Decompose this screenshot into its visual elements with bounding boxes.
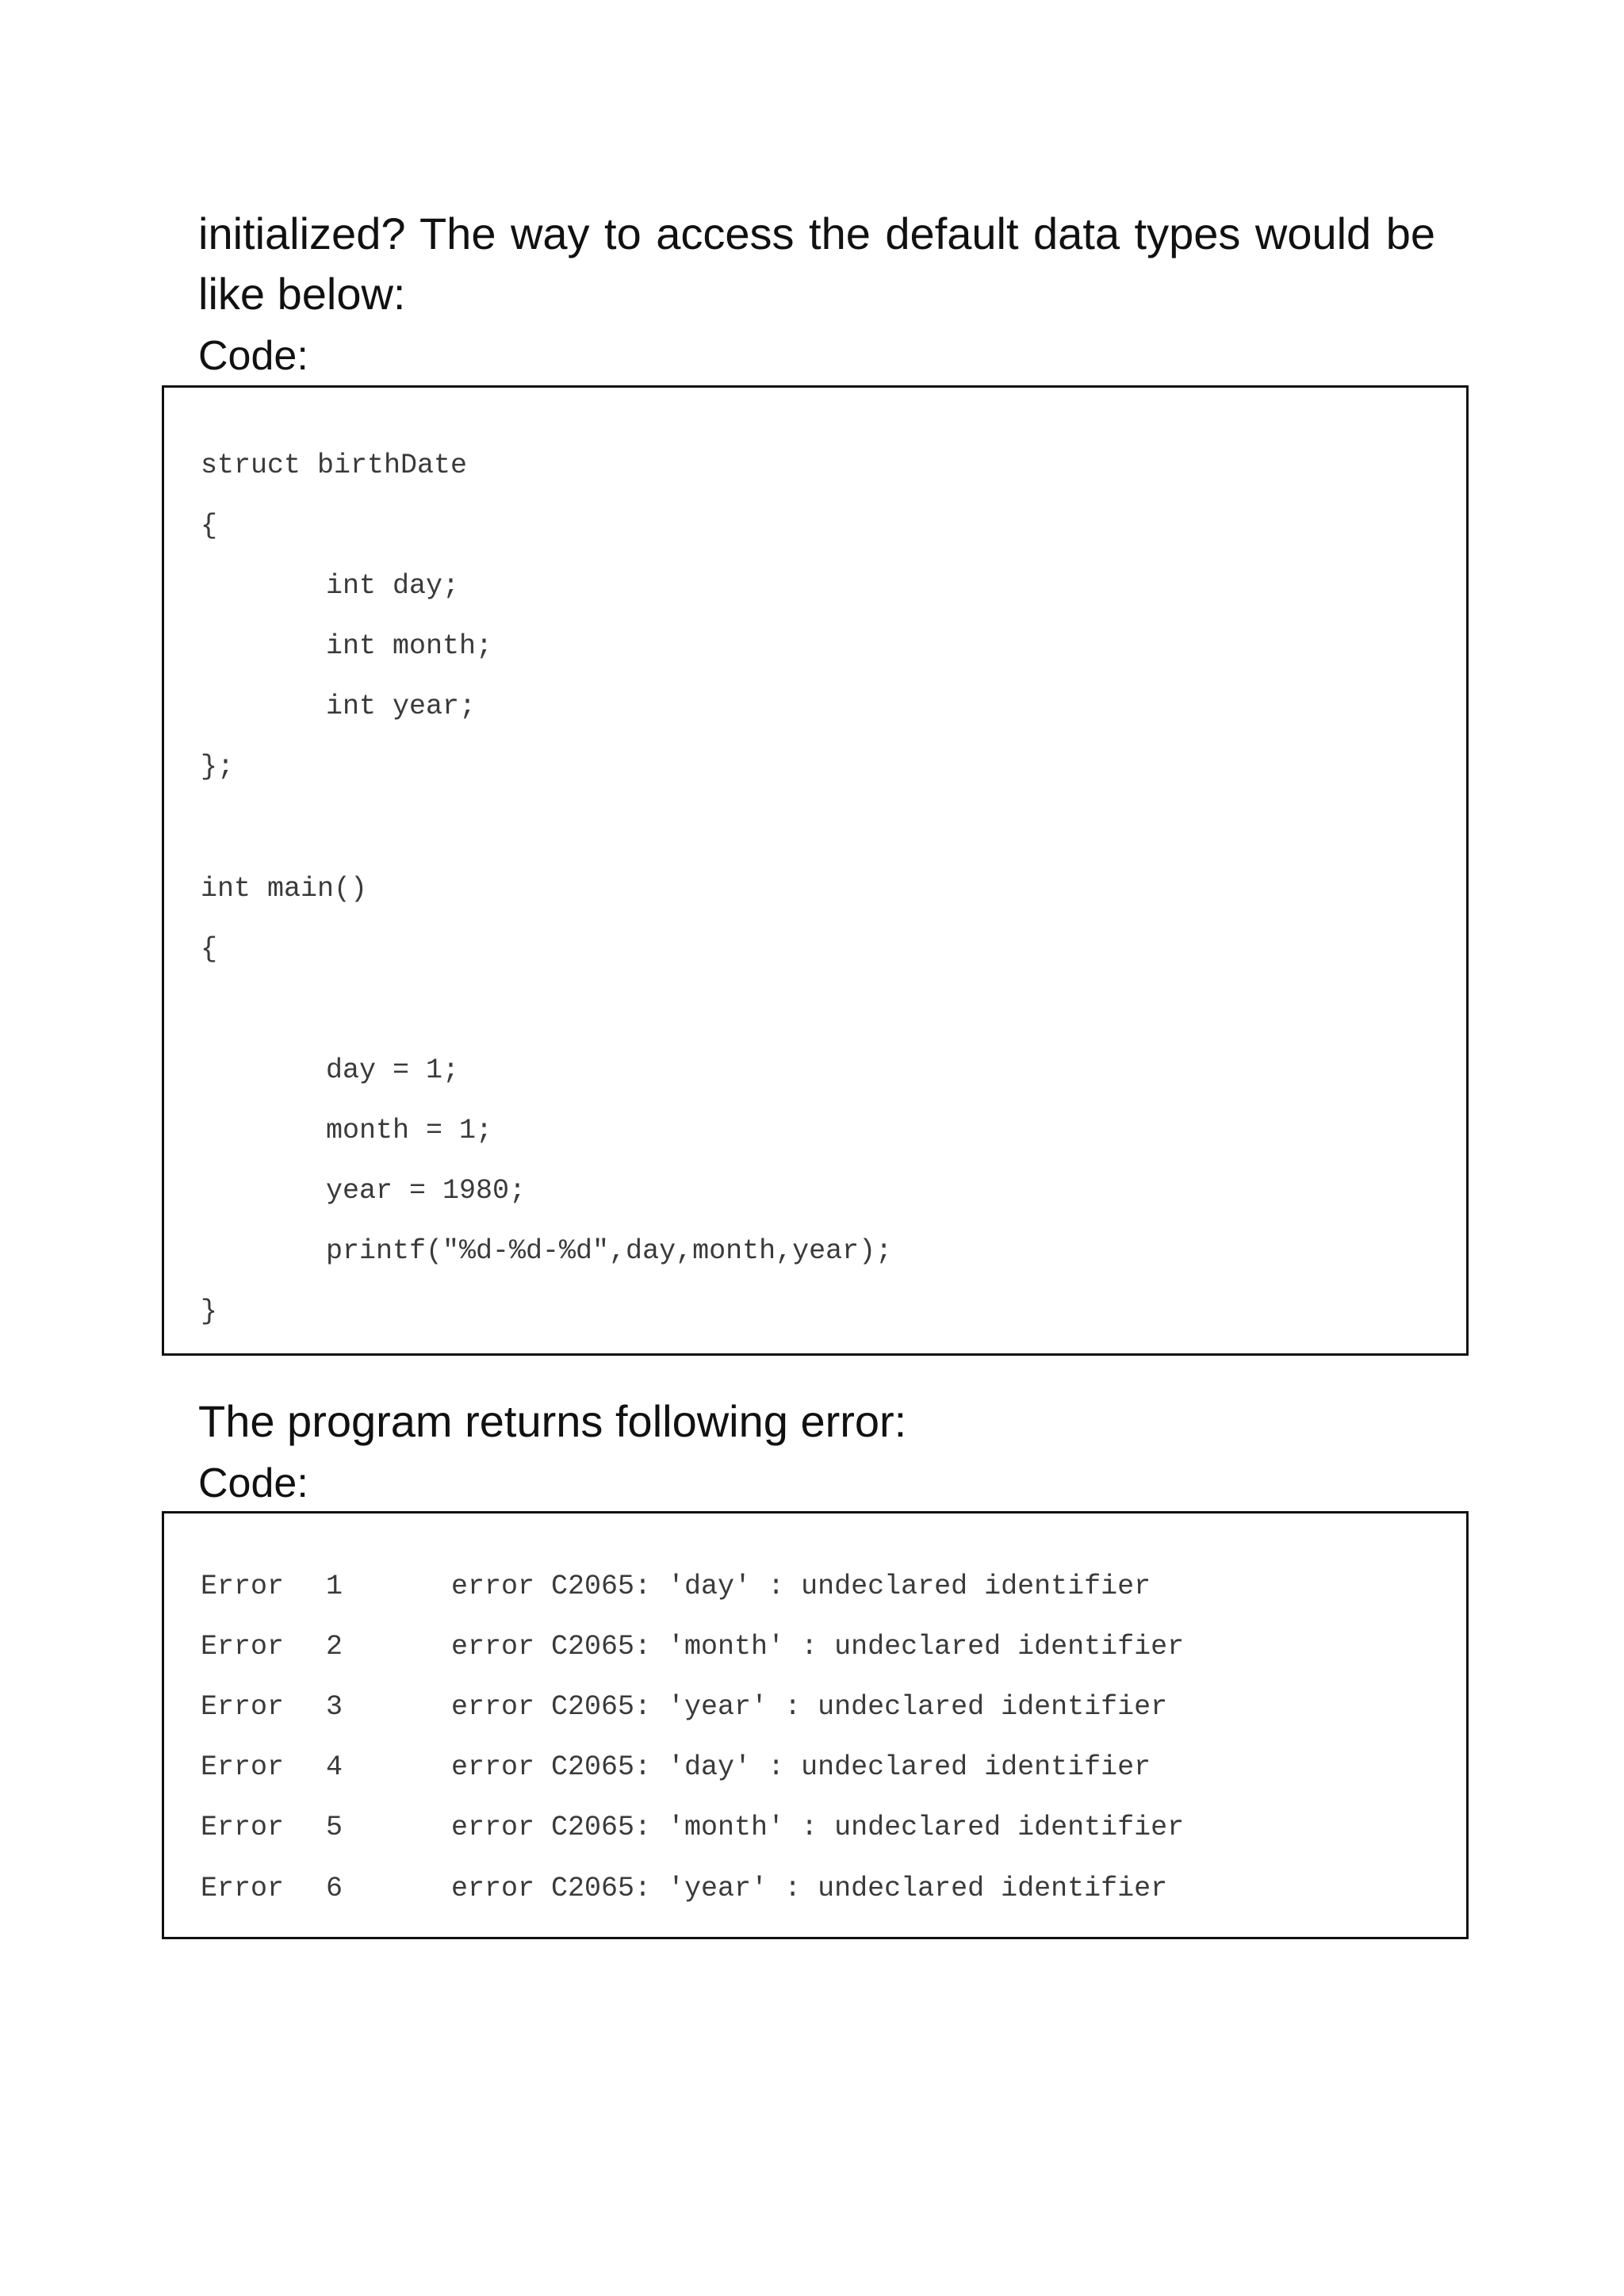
code-line: day = 1; bbox=[326, 1054, 460, 1086]
code-line: printf("%d-%d-%d",day,month,year); bbox=[326, 1235, 893, 1267]
error-message: error C2065: 'month' : undeclared identifier bbox=[451, 1631, 1185, 1663]
code-label-2: Code: bbox=[198, 1460, 308, 1506]
error-message: error C2065: 'day' : undeclared identifier bbox=[451, 1751, 1151, 1783]
error-number: 1 bbox=[326, 1571, 343, 1602]
error-number: 6 bbox=[326, 1873, 343, 1904]
error-number: 3 bbox=[326, 1691, 343, 1723]
error-message: error C2065: 'year' : undeclared identifier bbox=[451, 1873, 1168, 1904]
error-row bbox=[201, 1629, 1438, 1664]
code-box-errors bbox=[162, 1511, 1469, 1939]
code-box-struct bbox=[162, 385, 1469, 1356]
code-label-1: Code: bbox=[198, 333, 308, 379]
code-line: { bbox=[201, 933, 218, 965]
error-kind: Error bbox=[201, 1873, 285, 1904]
error-kind: Error bbox=[201, 1571, 285, 1602]
code-line: int year; bbox=[326, 691, 477, 722]
code-line: struct birthDate bbox=[201, 450, 468, 481]
error-row bbox=[201, 1689, 1438, 1724]
error-message: error C2065: 'year' : undeclared identifier bbox=[451, 1691, 1168, 1723]
error-intro-text: The program returns following error: bbox=[198, 1396, 907, 1446]
code-line: { bbox=[201, 510, 218, 541]
error-row bbox=[201, 1569, 1438, 1604]
intro-line-2: like below: bbox=[198, 269, 406, 319]
code-line: }; bbox=[201, 751, 235, 783]
intro-line-1: initialized? The way to access the default data types would be bbox=[198, 209, 1435, 258]
error-row bbox=[201, 1750, 1438, 1785]
error-kind: Error bbox=[201, 1812, 285, 1843]
intro-paragraph bbox=[198, 204, 1435, 324]
error-number: 2 bbox=[326, 1631, 343, 1663]
error-message: error C2065: 'day' : undeclared identifier bbox=[451, 1571, 1151, 1602]
error-number: 5 bbox=[326, 1812, 343, 1843]
error-intro-paragraph bbox=[198, 1391, 1435, 1452]
code-line: year = 1980; bbox=[326, 1175, 527, 1207]
error-message: error C2065: 'month' : undeclared identifier bbox=[451, 1812, 1185, 1843]
error-row bbox=[201, 1871, 1438, 1906]
code-line: } bbox=[201, 1295, 218, 1327]
error-kind: Error bbox=[201, 1751, 285, 1783]
code-line: int main() bbox=[201, 873, 368, 905]
error-number: 4 bbox=[326, 1751, 343, 1783]
error-kind: Error bbox=[201, 1631, 285, 1663]
code-line: int month; bbox=[326, 630, 493, 662]
code-line: int day; bbox=[326, 570, 460, 602]
error-row bbox=[201, 1810, 1438, 1845]
error-kind: Error bbox=[201, 1691, 285, 1723]
code-line: month = 1; bbox=[326, 1115, 493, 1146]
